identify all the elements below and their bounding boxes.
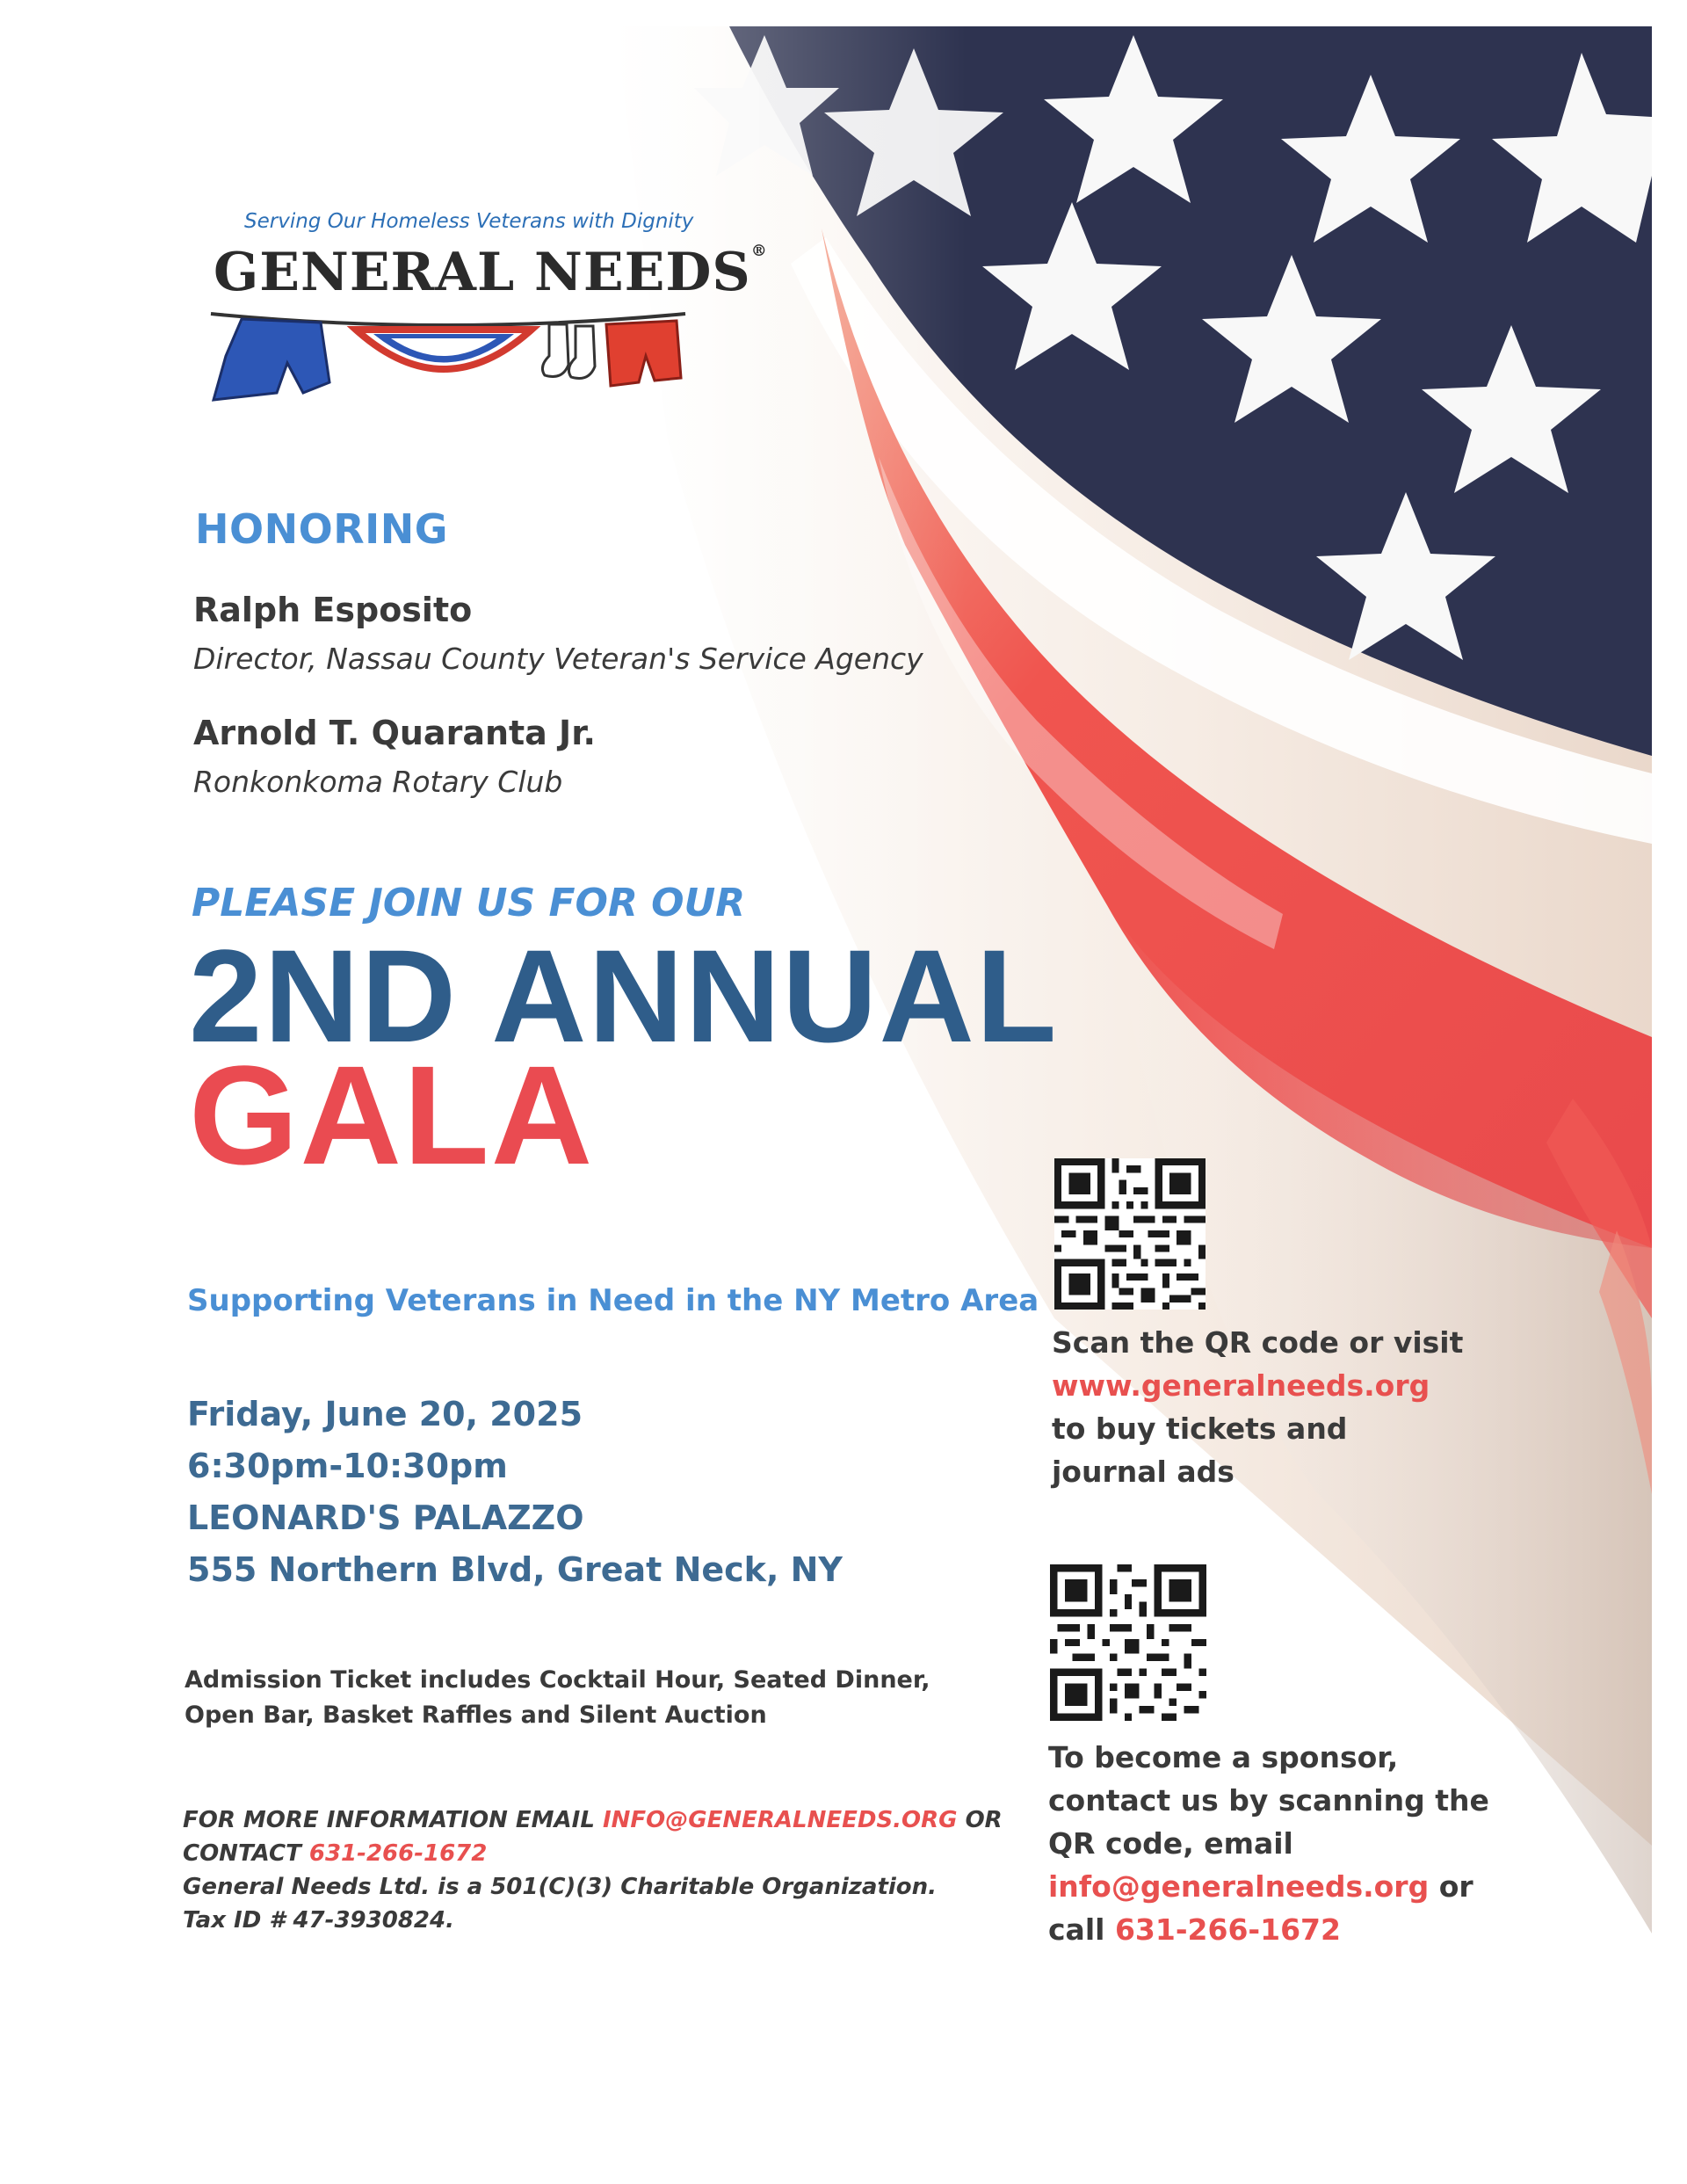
contact-word: CONTACT bbox=[183, 1840, 301, 1867]
tickets-line-3: to buy tickets and bbox=[1052, 1411, 1348, 1446]
sponsor-or: or bbox=[1438, 1869, 1473, 1904]
honoree-2 bbox=[193, 714, 596, 799]
sponsor-qr-code[interactable] bbox=[1050, 1564, 1206, 1721]
sponsor-info bbox=[1048, 1736, 1489, 1951]
gala-title-line2: GALA bbox=[189, 1036, 595, 1194]
tickets-line-4: journal ads bbox=[1052, 1455, 1234, 1489]
sponsor-line-2: contact us by scanning the bbox=[1048, 1783, 1489, 1818]
logo-name-text: GENERAL NEEDS bbox=[214, 242, 751, 303]
event-venue: LEONARD'S PALAZZO bbox=[187, 1498, 584, 1537]
gala-title-line1: 2ND ANNUAL bbox=[189, 922, 1059, 1070]
sponsor-email-link[interactable]: info@generalneeds.org bbox=[1048, 1869, 1430, 1904]
event-time: 6:30pm-10:30pm bbox=[187, 1447, 508, 1485]
logo-tagline: Serving Our Homeless Veterans with Dignity bbox=[244, 210, 694, 233]
event-subtitle: Supporting Veterans in Need in the NY Metro Area bbox=[187, 1283, 1039, 1318]
admission-info: Admission Ticket includes Cocktail Hour, Seated Dinner, Open Bar, Basket Raffles and Silent Auction bbox=[185, 1666, 930, 1729]
tickets-info bbox=[1052, 1321, 1463, 1493]
sponsor-line-5 bbox=[1048, 1908, 1489, 1951]
event-date: Friday, June 20, 2025 bbox=[187, 1395, 583, 1433]
tickets-qr-code[interactable] bbox=[1054, 1158, 1206, 1310]
contact-line-1 bbox=[183, 1803, 1017, 1837]
sponsor-line-3: QR code, email bbox=[1048, 1826, 1293, 1861]
sponsor-call: call bbox=[1048, 1912, 1105, 1947]
org-status: General Needs Ltd. is a 501(C)(3) Charitable Organization. bbox=[183, 1874, 938, 1900]
honoree-1 bbox=[193, 591, 923, 676]
honoree-title: Ronkonkoma Rotary Club bbox=[193, 765, 563, 799]
event-details bbox=[187, 1389, 843, 1596]
tickets-url-link[interactable]: www.generalneeds.org bbox=[1052, 1368, 1430, 1403]
honoree-title: Director, Nassau County Veteran's Service Agency bbox=[193, 642, 923, 676]
honoree-name: Arnold T. Quaranta Jr. bbox=[193, 714, 596, 752]
event-address: 555 Northern Blvd, Great Neck, NY bbox=[187, 1550, 843, 1589]
honoring-heading: HONORING bbox=[195, 505, 448, 553]
sponsor-line-1: To become a sponsor, bbox=[1048, 1740, 1399, 1774]
honoree-name: Ralph Esposito bbox=[193, 591, 473, 629]
tickets-line-1: Scan the QR code or visit bbox=[1052, 1325, 1464, 1360]
tax-id: Tax ID # 47-3930824. bbox=[183, 1907, 454, 1934]
contact-line-2 bbox=[183, 1837, 1017, 1870]
contact-prefix: FOR MORE INFORMATION EMAIL bbox=[183, 1807, 595, 1833]
sponsor-phone-link[interactable]: 631-266-1672 bbox=[1114, 1912, 1341, 1947]
sponsor-line-4 bbox=[1048, 1865, 1489, 1908]
contact-email-link[interactable]: INFO@GENERALNEEDS.ORG bbox=[602, 1807, 958, 1833]
invite-line: PLEASE JOIN US FOR OUR bbox=[192, 881, 746, 925]
contact-info bbox=[183, 1803, 1017, 1937]
contact-or: OR bbox=[965, 1807, 1003, 1833]
contact-phone-link[interactable]: 631-266-1672 bbox=[308, 1840, 488, 1867]
logo-trademark: ® bbox=[750, 242, 768, 260]
clothesline-icon bbox=[206, 294, 699, 413]
general-needs-logo bbox=[206, 207, 768, 413]
